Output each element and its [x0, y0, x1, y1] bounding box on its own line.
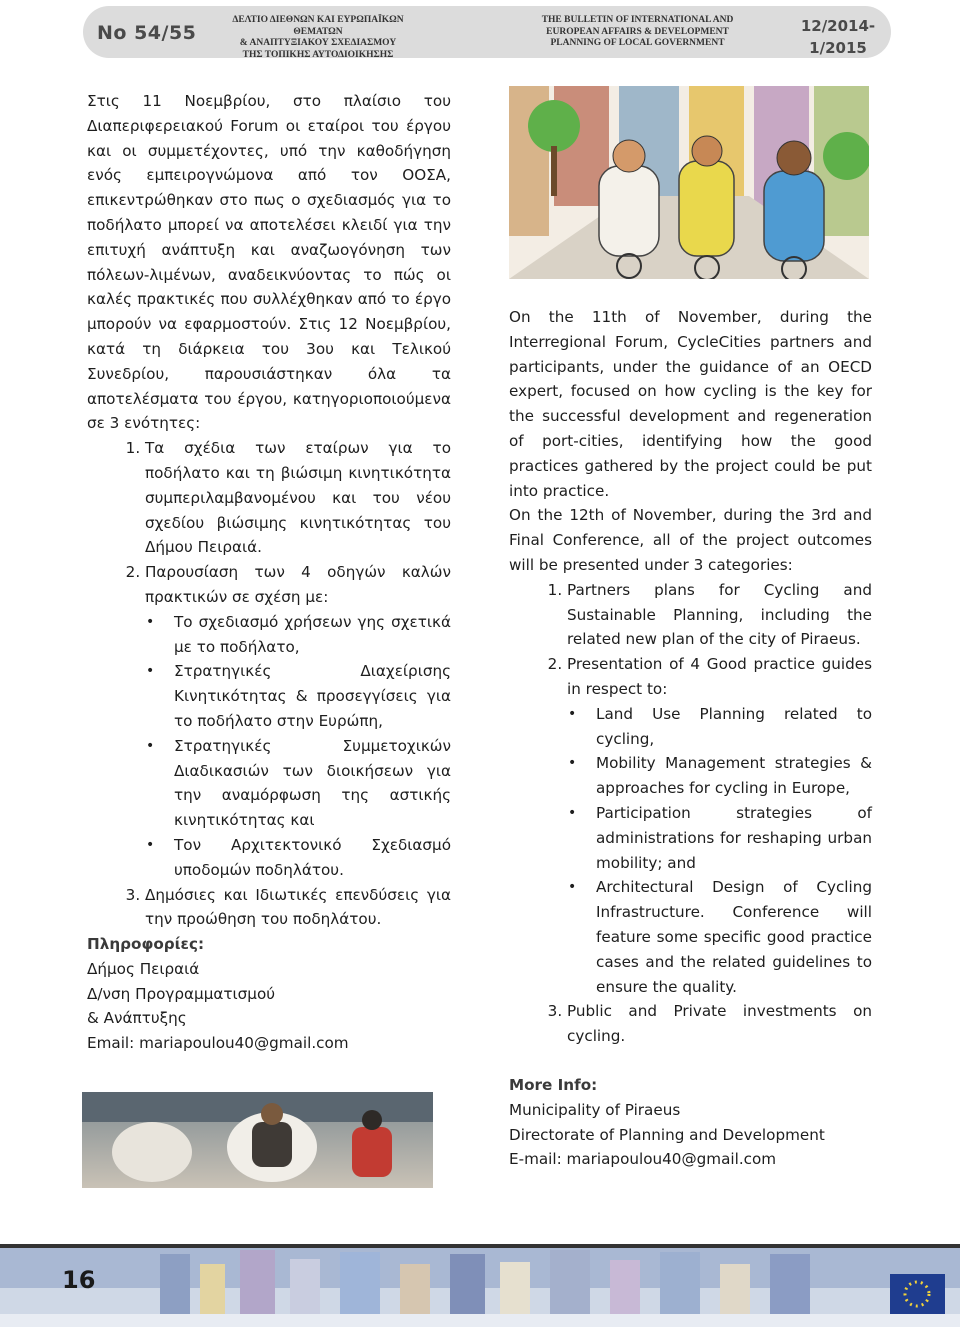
- english-title-line: PLANNING OF LOCAL GOVERNMENT: [550, 38, 725, 48]
- bullet-item: • Στρατηγικές Συμμετοχικών Διαδικασιών των διοικήσεων για την αναμόρφωση της αστικής κινητικότητας και: [174, 734, 451, 833]
- greek-intro: Στις 11 Νοεμβρίου, στο πλαίσιο του Διαπεριφερειακού Forum οι εταίροι του έργου και οι συμμετέχοντες, υπό την καθοδήγηση ενός εμπειρογνώμονα από τον ΟΟΣΑ, επικεντρώθηκαν στο πως ο σχεδιασμός για το ποδήλατο μπορεί να αποτελέσει κλειδί για την επιτυχή ανάπτυξη και αναζωογόνηση των πόλεων-λιμένων, αναδεικνύοντας το πώς οι καλές πρακτικές που συλλέχθηκαν από το έργο μπορούν να εφαρμοστούν. Στις 12 Νοεμβρίου, κατά τη διάρκεια του 3ου και Τελικού Συνεδρίου, παρουσιάστηκαν όλα τα αποτελέσματα του έργου, κατηγοριοποιούμενα σε 3 ενότητες:: [87, 92, 451, 433]
- issue-date: [788, 15, 888, 59]
- list-item: [567, 652, 872, 999]
- info-heading: More Info:: [509, 1076, 598, 1094]
- greek-article: [87, 89, 451, 1056]
- info-email: E-mail: mariapoulou40@gmail.com: [509, 1150, 777, 1169]
- info-line: Municipality of Piraeus: [509, 1100, 681, 1119]
- greek-title-line: ΤΗΣ ΤΟΠΙΚΗΣ ΑΥΤΟΔΙΟΙΚΗΣΗΣ: [242, 49, 394, 60]
- greek-title-line: & ΑΝΑΠΤΥΞΙΑΚΟΥ ΣΧΕΔΙΑΣΜΟΥ: [239, 38, 397, 48]
- english-article: [509, 305, 872, 1049]
- footer-banner: [0, 1244, 960, 1327]
- info-line: Δ/νση Προγραμματισμού: [87, 984, 276, 1003]
- issue-number: No 54/55: [97, 22, 197, 44]
- english-title-line: THE BULLETIN OF INTERNATIONAL AND: [541, 15, 734, 25]
- info-line: Δήμος Πειραιά: [87, 959, 200, 978]
- cyclists-photo: [82, 1092, 433, 1188]
- info-heading: Πληροφορίες:: [87, 935, 205, 954]
- info-line: Directorate of Planning and Development: [509, 1125, 825, 1144]
- list-item: 3. Public and Private investments on cycling.: [567, 999, 872, 1049]
- greek-guide-bullets: [145, 610, 451, 883]
- bulletin-title-greek: [218, 15, 418, 61]
- list-item: [145, 560, 451, 882]
- english-intro: On the 11th of November, during the Interregional Forum, CycleCities partners and participants, under the guidance of an OECD expert, focused on how cycling is the key for the successful development and regeneration of port-cities, identifying how the good practices gathered by the project could be put into practice.: [509, 308, 872, 500]
- english-outcome-list: [509, 578, 872, 1049]
- english-title-line: EUROPEAN AFFAIRS & DEVELOPMENT: [546, 26, 729, 37]
- list-item: 1. Τα σχέδια των εταίρων για το ποδήλατο και τη βιώσιμη κινητικότητα συμπεριλαμβανομένου και του νέου σχεδίου βιώσιμης κινητικότητας του Δήμου Πειραιά.: [145, 436, 451, 560]
- english-guide-bullets: [567, 702, 872, 1000]
- info-line: & Ανάπτυξης: [87, 1009, 187, 1028]
- list-item: 3. Δημόσιες και Ιδιωτικές επενδύσεις για την προώθηση του ποδηλάτου.: [145, 883, 451, 933]
- list-item: 1. Partners plans for Cycling and Sustainable Planning, including the related new plan of the city of Piraeus.: [567, 578, 872, 652]
- page-number: 16: [62, 1266, 96, 1294]
- list-item-text: Παρουσίαση των 4 οδηγών καλών πρακτικών σε σχέση με:: [145, 563, 451, 606]
- bullet-item: • Participation strategies of administrations for reshaping urban mobility; and: [596, 801, 872, 875]
- english-contact: [509, 1073, 872, 1172]
- list-item-text: Presentation of 4 Good practice guides in respect to:: [567, 655, 872, 698]
- cyclists-illustration: [509, 86, 869, 279]
- header-band: [83, 6, 891, 58]
- info-email: Email: mariapoulou40@gmail.com: [87, 1034, 349, 1053]
- bullet-item: • Στρατηγικές Διαχείρισης Κινητικότητας & προσεγγίσεις για το ποδήλατο στην Ευρώπη,: [174, 659, 451, 733]
- greek-title-line: ΔΕΛΤΙΟ ΔΙΕΘΝΩΝ ΚΑΙ ΕΥΡΩΠΑΪΚΩΝ ΘΕΜΑΤΩΝ: [232, 15, 404, 37]
- bullet-item: • Land Use Planning related to cycling,: [596, 702, 872, 752]
- date-line: 1/2015: [809, 39, 867, 57]
- bullet-item: • Τον Αρχιτεκτονικό Σχεδιασμό υποδομών ποδηλάτου.: [174, 833, 451, 883]
- bullet-item: • Mobility Management strategies & approaches for cycling in Europe,: [596, 751, 872, 801]
- greek-outcome-list: [87, 436, 451, 932]
- bulletin-title-english: [535, 15, 740, 50]
- bullet-item: • Το σχεδιασμό χρήσεων γης σχετικά με το ποδήλατο,: [174, 610, 451, 660]
- english-intro-2: On the 12th of November, during the 3rd and Final Conference, all of the project outcomes will be presented under 3 categories:: [509, 506, 872, 574]
- bullet-item: • Architectural Design of Cycling Infrastructure. Conference will feature some specific good practice cases and the related guidelines to ensure the quality.: [596, 875, 872, 999]
- date-line: 12/2014-: [800, 17, 876, 35]
